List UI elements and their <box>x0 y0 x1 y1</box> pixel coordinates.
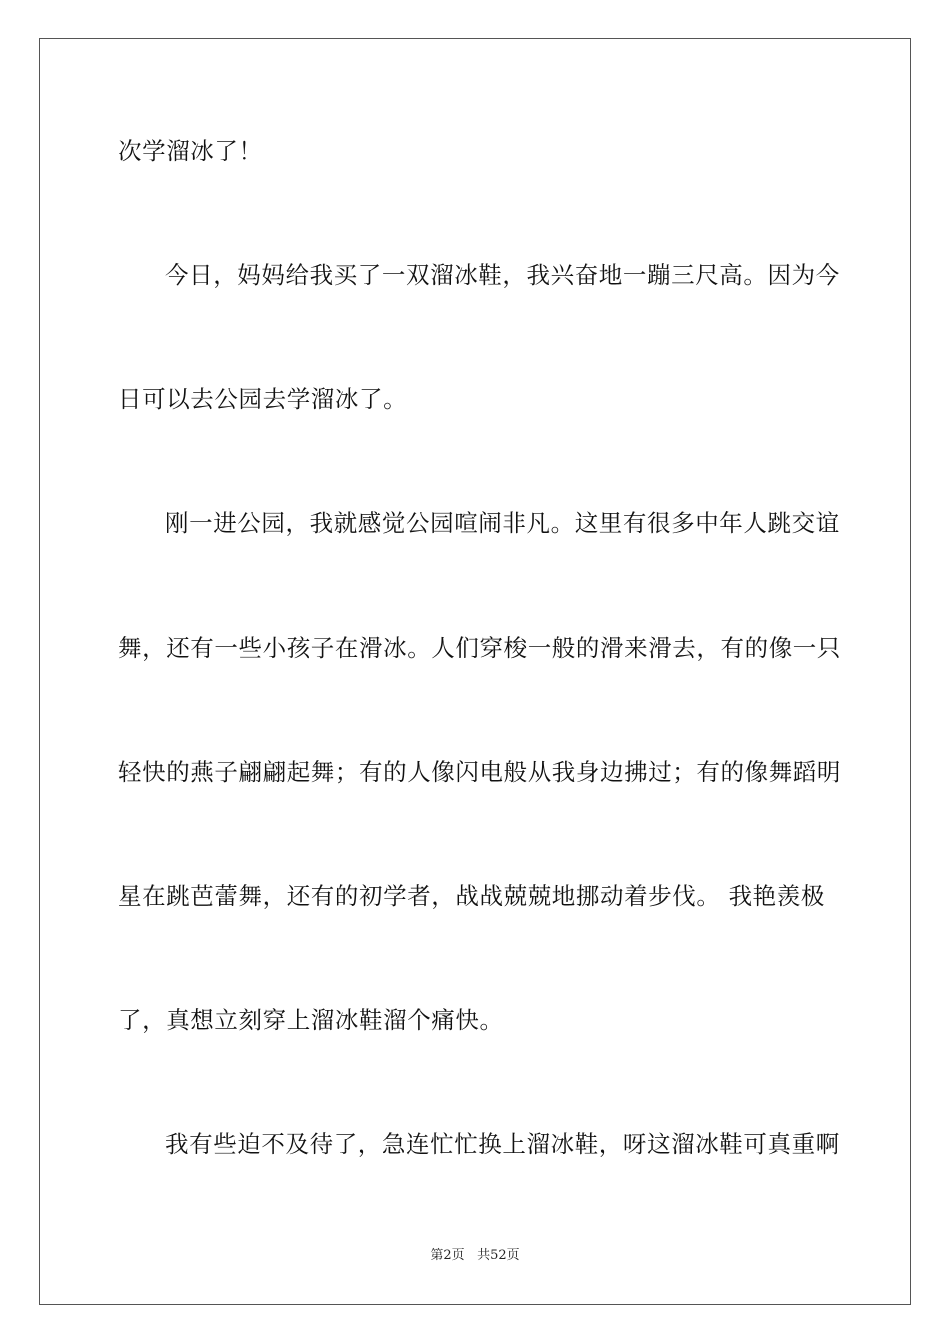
text-line: 星在跳芭蕾舞，还有的初学者，战战兢兢地挪动着步伐。 我艳羡极 <box>118 882 825 910</box>
paragraph-first-line: 刚一进公园，我就感觉公园喧闹非凡。这里有很多中年人跳交谊 <box>165 509 840 537</box>
text-line: 了，真想立刻穿上溜冰鞋溜个痛快。 <box>118 1006 504 1034</box>
paragraph-first-line: 今日，妈妈给我买了一双溜冰鞋，我兴奋地一蹦三尺高。因为今 <box>165 261 840 289</box>
text-line: 舞，还有一些小孩子在滑冰。人们穿梭一般的滑来滑去，有的像一只 <box>118 634 841 662</box>
page-number: 第2页 <box>430 1248 465 1263</box>
page-footer <box>0 1248 950 1264</box>
page-total: 共52页 <box>477 1248 520 1263</box>
text-line: 日可以去公园去学溜冰了。 <box>118 385 408 413</box>
paragraph-first-line: 我有些迫不及待了，急连忙忙换上溜冰鞋，呀这溜冰鞋可真重啊 <box>165 1130 840 1158</box>
text-line: 次学溜冰了！ <box>118 137 263 165</box>
text-line: 轻快的燕子翩翩起舞；有的人像闪电般从我身边拂过；有的像舞蹈明 <box>118 758 841 786</box>
page-border <box>39 38 911 1305</box>
